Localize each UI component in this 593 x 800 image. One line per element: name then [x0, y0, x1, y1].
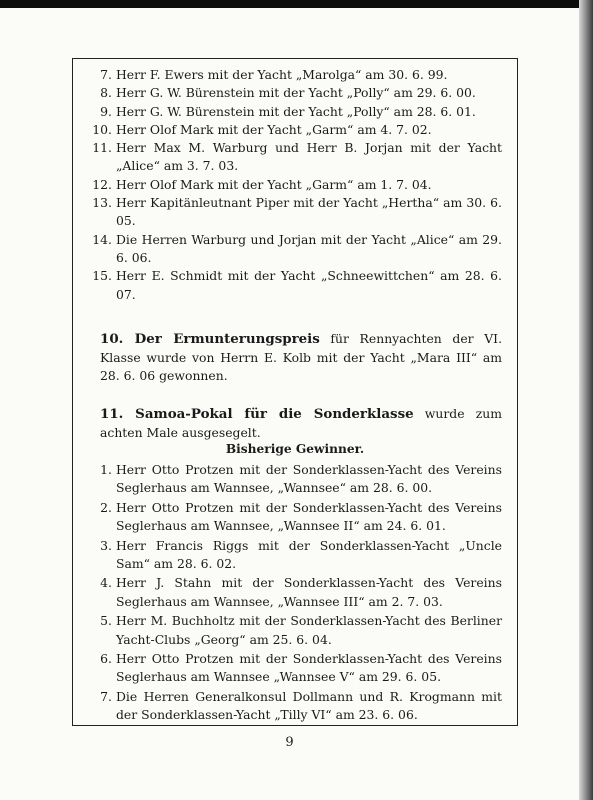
list-item — [88, 231, 502, 268]
item-text: Herr J. Stahn mit der Sonderklassen-Yacht des Vereins Seglerhaus am Wannsee, „Wannsee III“ am 2. 7. 03. — [116, 575, 502, 609]
item-text: Herr Max M. Warburg und Herr B. Jorjan mit der Yacht „Alice“ am 3. 7. 03. — [116, 140, 502, 174]
page-number: 9 — [285, 735, 294, 750]
entries-list-top — [88, 66, 502, 304]
section-heading: 10. Der Ermunterungspreis — [100, 331, 320, 347]
item-number: 7. — [100, 688, 112, 704]
list-item — [88, 650, 502, 687]
scan-top-edge — [0, 0, 593, 8]
item-number: 9. — [100, 103, 112, 119]
list-item — [88, 66, 502, 84]
book-spine-shadow — [579, 0, 593, 800]
item-number: 6. — [100, 651, 112, 667]
list-item — [88, 461, 502, 498]
section-body: für Rennyachten der VI. Klasse wurde von Herrn E. Kolb mit der Yacht „Mara III“ am 28. 6. 06 gewonnen. — [100, 331, 503, 383]
item-number: 7. — [100, 67, 112, 82]
list-item — [88, 194, 502, 231]
list-item — [88, 103, 502, 121]
item-number: 10. — [92, 121, 112, 137]
list-item — [88, 176, 502, 194]
section-ermunterungspreis — [100, 330, 502, 386]
item-number: 3. — [100, 537, 112, 553]
item-number: 2. — [100, 499, 112, 515]
item-text: Herr Olof Mark mit der Yacht „Garm“ am 4. 7. 02. — [116, 121, 432, 137]
list-item — [88, 499, 502, 536]
list-item — [88, 537, 502, 574]
item-number: 11. — [92, 140, 112, 156]
item-text: Herr G. W. Bürenstein mit der Yacht „Polly“ am 29. 6. 00. — [116, 85, 476, 101]
section-samoa-pokal — [100, 405, 502, 442]
list-item — [88, 267, 502, 304]
winners-list — [88, 461, 502, 725]
item-text: Herr Otto Protzen mit der Sonderklassen-Yacht des Vereins Seglerhaus am Wannsee, „Wannsee II“ am 24. 6. 01. — [116, 499, 502, 534]
list-item — [88, 574, 502, 611]
item-number: 15. — [92, 268, 112, 284]
item-text: Herr Otto Protzen mit der Sonderklassen-Yacht des Vereins Seglerhaus am Wannsee „Wannsee V“ am 29. 6. 05. — [116, 651, 502, 685]
item-text: Herr Kapitänleutnant Piper mit der Yacht „Hertha“ am 30. 6. 05. — [116, 195, 502, 229]
list-item — [88, 121, 502, 139]
item-number: 5. — [100, 613, 112, 629]
section-heading: 11. Samoa-Pokal für die Sonderklasse — [100, 406, 414, 422]
item-number: 4. — [100, 575, 112, 591]
winners-heading: Bisherige Gewinner. — [225, 442, 365, 456]
item-number: 14. — [92, 231, 112, 247]
item-number: 13. — [92, 195, 112, 211]
item-text: Herr F. Ewers mit der Yacht „Marolga“ am 30. 6. 99. — [116, 67, 448, 82]
item-text: Herr Otto Protzen mit der Sonderklassen-Yacht des Vereins Seglerhaus am Wannsee, „Wannsee“ am 28. 6. 00. — [116, 462, 502, 496]
item-text: Herr Olof Mark mit der Yacht „Garm“ am 1. 7. 04. — [116, 176, 432, 192]
item-number: 8. — [100, 85, 112, 101]
item-text: Die Herren Warburg und Jorjan mit der Yacht „Alice“ am 29. 6. 06. — [116, 231, 502, 265]
item-text: Herr E. Schmidt mit der Yacht „Schneewittchen“ am 28. 6. 07. — [116, 268, 502, 302]
item-text: Herr G. W. Bürenstein mit der Yacht „Polly“ am 28. 6. 01. — [116, 103, 476, 119]
item-number: 1. — [100, 462, 112, 477]
section-body: wurde zum achten Male ausgesegelt. — [100, 406, 502, 440]
list-item — [88, 139, 502, 176]
item-text: Herr Francis Riggs mit der Sonderklassen-Yacht „Uncle Sam“ am 28. 6. 02. — [116, 537, 502, 572]
item-number: 12. — [92, 176, 112, 192]
list-item — [88, 688, 502, 725]
list-item — [88, 84, 502, 102]
list-item — [88, 612, 502, 649]
item-text: Die Herren Generalkonsul Dollmann und R. Krogmann mit der Sonderklassen-Yacht „Tilly VI“ am 23. 6. 06. — [116, 688, 502, 723]
item-text: Herr M. Buchholtz mit der Sonderklassen-Yacht des Berliner Yacht-Clubs „Georg“ am 25. 6. 04. — [116, 613, 502, 647]
